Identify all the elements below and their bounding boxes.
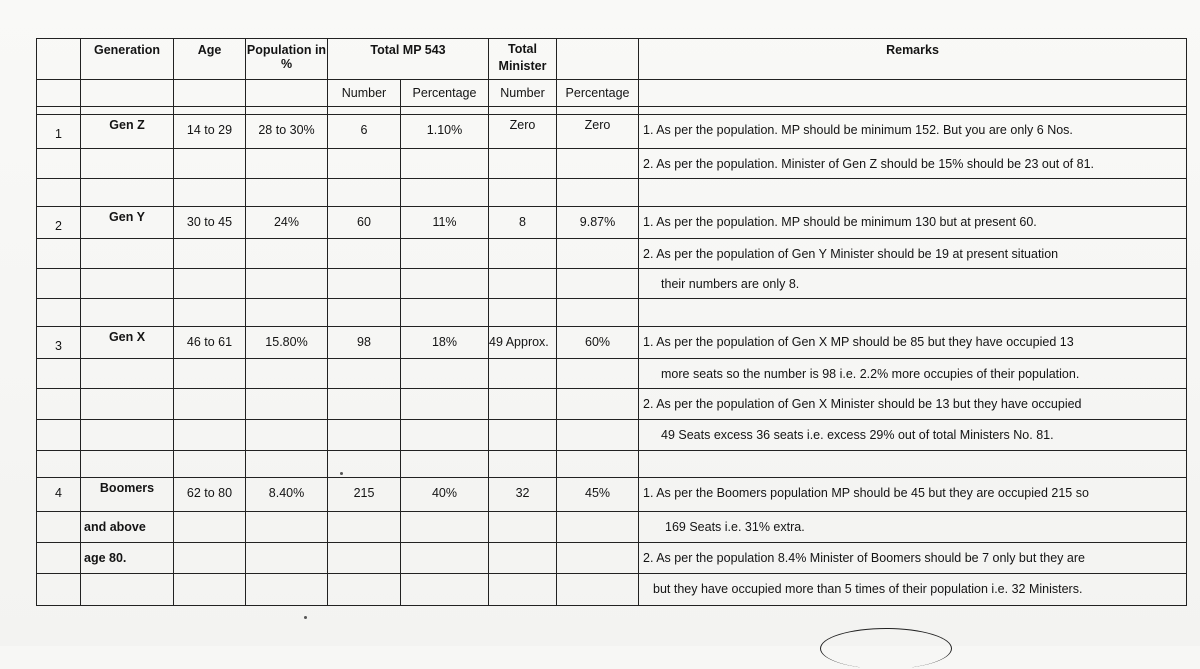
population-cell: 8.40% <box>246 478 328 512</box>
minister-percentage-cell: 9.87% <box>557 207 639 239</box>
row-number: 1 <box>37 115 81 149</box>
age-header: Age <box>174 39 246 80</box>
mp-number-cell: 98 <box>328 327 401 359</box>
sn-header <box>37 39 81 80</box>
ink-dot <box>304 616 307 619</box>
minister-percentage-cell: 45% <box>557 478 639 512</box>
age-cell: 62 to 80 <box>174 478 246 512</box>
remark-line: 1. As per the population of Gen X MP should be 85 but they have occupied 13 <box>639 327 1187 359</box>
generation-cell-continued: age 80. <box>81 543 174 574</box>
age-cell: 30 to 45 <box>174 207 246 239</box>
mp-number-cell: 215 <box>328 478 401 512</box>
mp-percentage-cell: 40% <box>401 478 489 512</box>
table-row <box>37 478 1187 512</box>
age-cell: 14 to 29 <box>174 115 246 149</box>
mp-number-cell: 60 <box>328 207 401 239</box>
generation-cell: Boomers <box>81 478 174 512</box>
table-row <box>37 115 1187 149</box>
remark-line: 49 Seats excess 36 seats i.e. excess 29% out of total Ministers No. 81. <box>639 420 1187 451</box>
remark-line: 1. As per the Boomers population MP should be 45 but they are occupied 215 so <box>639 478 1187 512</box>
header-row <box>37 39 1187 80</box>
generation-cell: Gen X <box>81 327 174 359</box>
row-number: 2 <box>37 207 81 239</box>
subheader-row <box>37 80 1187 107</box>
population-cell: 15.80% <box>246 327 328 359</box>
remark-line: their numbers are only 8. <box>639 269 1187 299</box>
table-row <box>37 207 1187 239</box>
minister-number-cell: Zero <box>489 115 557 149</box>
minister-number-cell: 32 <box>489 478 557 512</box>
remark-line: 2. As per the population of Gen X Minister should be 13 but they have occupied <box>639 389 1187 420</box>
remark-line: 2. As per the population 8.4% Minister of Boomers should be 7 only but they are <box>639 543 1187 574</box>
generation-cell-continued: and above <box>81 512 174 543</box>
population-cell: 28 to 30% <box>246 115 328 149</box>
mp-number-cell: 6 <box>328 115 401 149</box>
mp-percentage-cell: 11% <box>401 207 489 239</box>
generation-header: Generation <box>81 39 174 80</box>
remark-line: 1. As per the population. MP should be minimum 130 but at present 60. <box>639 207 1187 239</box>
remark-line: 1. As per the population. MP should be minimum 152. But you are only 6 Nos. <box>639 115 1187 149</box>
minister-percentage-subheader: Percentage <box>557 80 639 107</box>
generation-table <box>36 38 1187 606</box>
row-number: 3 <box>37 327 81 359</box>
mp-percentage-cell: 18% <box>401 327 489 359</box>
minister-percentage-cell: 60% <box>557 327 639 359</box>
remark-line: 169 Seats i.e. 31% extra. <box>639 512 1187 543</box>
total-minister-header: Total Minister <box>489 39 557 80</box>
age-cell: 46 to 61 <box>174 327 246 359</box>
remark-line: but they have occupied more than 5 times of their population i.e. 32 Ministers. <box>639 574 1187 606</box>
mp-percentage-subheader: Percentage <box>401 80 489 107</box>
remark-line: 2. As per the population of Gen Y Minister should be 19 at present situation <box>639 239 1187 269</box>
minister-number-cell: 49 Approx. <box>489 327 557 359</box>
total-mp-header: Total MP 543 <box>328 39 489 80</box>
minister-number-cell: 8 <box>489 207 557 239</box>
blank-header <box>557 39 639 80</box>
pen-mark <box>820 628 952 669</box>
mp-percentage-cell: 1.10% <box>401 115 489 149</box>
minister-number-subheader: Number <box>489 80 557 107</box>
minister-percentage-cell: Zero <box>557 115 639 149</box>
population-header: Population in % <box>246 39 328 80</box>
generation-cell: Gen Y <box>81 207 174 239</box>
ink-dot <box>340 472 343 475</box>
remark-line: 2. As per the population. Minister of Gen Z should be 15% should be 23 out of 81. <box>639 149 1187 179</box>
row-number: 4 <box>37 478 81 512</box>
mp-number-subheader: Number <box>328 80 401 107</box>
remark-line: more seats so the number is 98 i.e. 2.2% more occupies of their population. <box>639 359 1187 389</box>
population-cell: 24% <box>246 207 328 239</box>
table-row <box>37 327 1187 359</box>
generation-cell: Gen Z <box>81 115 174 149</box>
remarks-header: Remarks <box>639 39 1187 80</box>
